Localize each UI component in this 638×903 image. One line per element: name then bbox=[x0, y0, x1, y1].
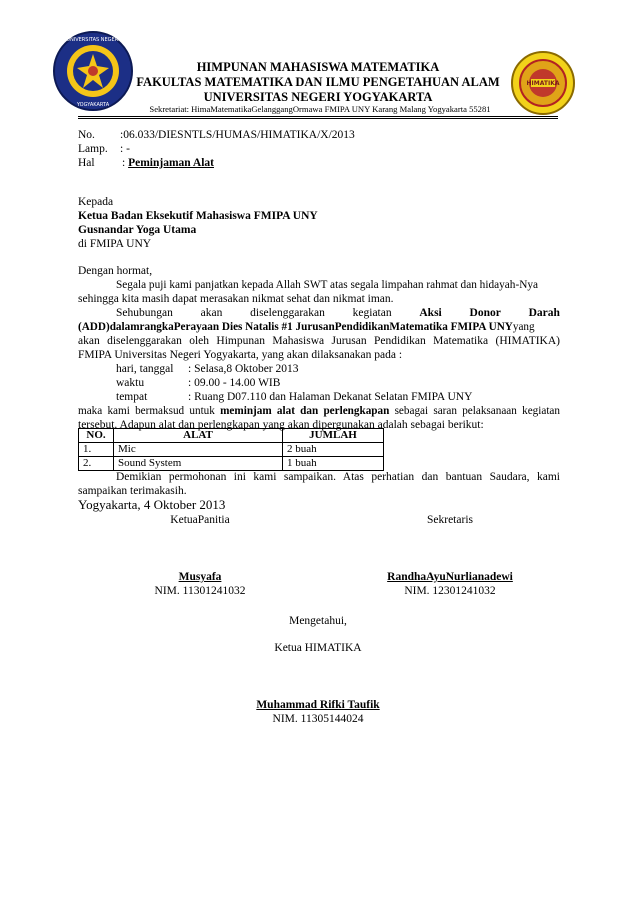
table-row bbox=[79, 443, 384, 457]
word-bold: Darah bbox=[528, 307, 560, 319]
paragraph2-line1 bbox=[116, 306, 560, 320]
schedule-place bbox=[116, 390, 472, 404]
letter-number-row bbox=[78, 128, 355, 142]
lamp-value: : - bbox=[120, 143, 130, 155]
university-name: UNIVERSITAS NEGERI YOGYAKARTA bbox=[203, 90, 433, 104]
recipient-title: Ketua Badan Eksekutif Mahasiswa FMIPA UNY bbox=[78, 210, 318, 222]
no-label: No. bbox=[78, 129, 95, 141]
p3-a: maka kami bermaksud untuk bbox=[78, 405, 221, 417]
word-bold: Aksi bbox=[419, 307, 442, 319]
day-value: : Selasa,8 Oktober 2013 bbox=[188, 363, 299, 375]
place-value: : Ruang D07.110 dan Halaman Dekanat Selatan FMIPA UNY bbox=[188, 391, 473, 403]
place-date: Yogyakarta, 4 Oktober 2013 bbox=[78, 497, 226, 512]
secretary-name: RandhaAyuNurlianadewi bbox=[387, 571, 513, 583]
word: kegiatan bbox=[352, 307, 392, 319]
schedule-time bbox=[116, 376, 280, 390]
p3-bold: meminjam alat dan perlengkapan bbox=[220, 405, 390, 417]
lamp-label: Lamp. bbox=[78, 143, 108, 155]
faculty-name: FAKULTAS MATEMATIKA DAN ILMU PENGETAHUAN ALAM bbox=[136, 75, 500, 89]
table-row bbox=[79, 457, 384, 471]
hal-sep: : bbox=[122, 157, 129, 169]
cell-alat: Sound System bbox=[114, 457, 283, 471]
kepada: Kepada bbox=[78, 196, 114, 208]
schedule-day bbox=[116, 362, 299, 376]
role-secretary: Sekretaris bbox=[427, 514, 473, 526]
mengetahui: Mengetahui, bbox=[289, 615, 347, 627]
subject-value: Peminjaman Alat bbox=[128, 157, 215, 169]
secretariat-address: Sekretariat: HimaMatematikaGelanggangOrmawa FMIPA UNY Karang Malang Yogyakarta 55281 bbox=[149, 104, 491, 114]
svg-text:YOGYAKARTA: YOGYAKARTA bbox=[76, 102, 110, 108]
paragraph2-line4: FMIPA Universitas Negeri Yogyakarta, yang akan dilaksanakan pada : bbox=[78, 349, 403, 361]
recipient-place: di FMIPA UNY bbox=[78, 238, 152, 250]
paragraph1-line2: sehingga kita masih dapat merasakan nikmat sehat dan nikmat iman. bbox=[78, 293, 394, 305]
place-label: tempat bbox=[116, 391, 148, 403]
time-label: waktu bbox=[116, 377, 145, 389]
himatika-chair-name: Muhammad Rifki Taufik bbox=[256, 699, 380, 711]
closing-line2: sampaikan terimakasih. bbox=[78, 485, 187, 497]
recipient-name: Gusnandar Yoga Utama bbox=[78, 224, 197, 236]
cell-no: 1. bbox=[79, 443, 114, 457]
word: akan bbox=[200, 307, 223, 319]
attachment-row bbox=[78, 142, 130, 156]
secretary-nim: NIM. 12301241032 bbox=[404, 585, 496, 597]
word-bold: Donor bbox=[469, 307, 501, 319]
table-header-row bbox=[79, 429, 384, 443]
header-divider bbox=[78, 116, 558, 119]
paragraph3-line2: tersebut. Adapun alat dan perlengkapan yang akan dipergunakan adalah sebagai berikut: bbox=[78, 419, 484, 431]
paragraph2-line2 bbox=[78, 320, 535, 334]
word: Sehubungan bbox=[116, 307, 173, 319]
p3-b: sebagai saran pelaksanaan kegiatan bbox=[389, 405, 560, 417]
event-name: (ADD)dalamrangkaPerayaan Dies Natalis #1 JurusanPendidikanMatematika FMIPA UNY bbox=[78, 321, 513, 333]
day-label: hari, tanggal bbox=[116, 363, 174, 375]
role-himatika-chair: Ketua HIMATIKA bbox=[274, 642, 362, 654]
chair-name: Musyafa bbox=[178, 571, 222, 583]
greeting: Dengan hormat, bbox=[78, 265, 153, 277]
time-value: : 09.00 - 14.00 WIB bbox=[188, 377, 281, 389]
col-jumlah: JUMLAH bbox=[283, 429, 384, 443]
word: diselenggarakan bbox=[250, 307, 325, 319]
org-name: HIMPUNAN MAHASISWA MATEMATIKA bbox=[196, 60, 440, 74]
col-no: NO. bbox=[79, 429, 114, 443]
no-value: :06.033/DIESNTLS/HUMAS/HIMATIKA/X/2013 bbox=[120, 129, 355, 141]
cell-no: 2. bbox=[79, 457, 114, 471]
col-alat: ALAT bbox=[114, 429, 283, 443]
equipment-table bbox=[78, 428, 384, 471]
closing-line1: Demikian permohonan ini kami sampaikan. Atas perhatian dan bantuan Saudara, kami bbox=[116, 471, 560, 483]
chair-nim: NIM. 11301241032 bbox=[154, 585, 246, 597]
hal-label: Hal bbox=[78, 157, 95, 169]
paragraph2-line2-tail: yang bbox=[512, 321, 535, 333]
svg-text:UNIVERSITAS NEGERI: UNIVERSITAS NEGERI bbox=[66, 37, 120, 43]
role-chair: KetuaPanitia bbox=[170, 514, 230, 526]
svg-text:HIMATIKA: HIMATIKA bbox=[526, 80, 560, 87]
paragraph1-line1: Segala puji kami panjatkan kepada Allah SWT atas segala limpahan rahmat dan hidayah-Nya bbox=[116, 279, 539, 291]
himatika-chair-nim: NIM. 11305144024 bbox=[272, 713, 364, 725]
cell-jumlah: 2 buah bbox=[283, 443, 384, 457]
paragraph2-line3: akan diselenggarakan oleh Himpunan Mahasiswa Jurusan Pendidikan Matematika (HIMATIKA) bbox=[78, 335, 560, 347]
cell-alat: Mic bbox=[114, 443, 283, 457]
subject-row bbox=[78, 156, 214, 170]
cell-jumlah: 1 buah bbox=[283, 457, 384, 471]
paragraph3-line1 bbox=[78, 404, 560, 418]
